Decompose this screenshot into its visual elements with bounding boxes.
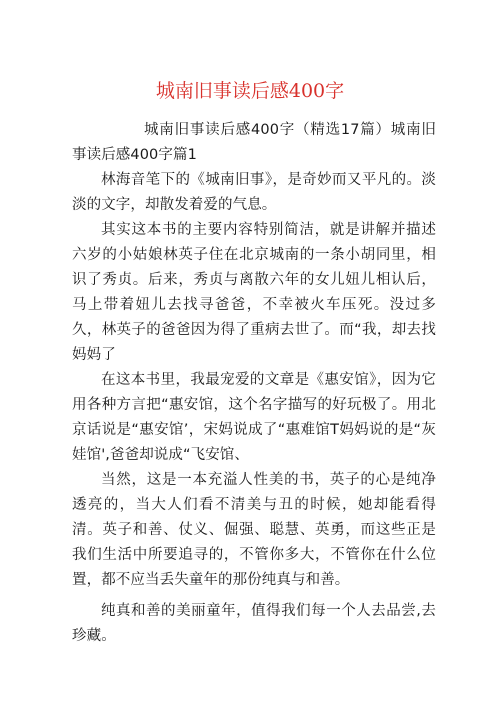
document-body: [72, 118, 436, 649]
paragraph-4: 当然，这是一本充溢人性美的书，英子的心是纯净透亮的，当大人们看不清美与丑的时候，她却能看得清。英子和善、仗义、倔强、聪慧、英勇，而这些正是我们生活中所要追寻的，不管你多大，不管你在什么位置，都不应当丢失童年的那份纯真与和善。: [72, 472, 436, 588]
paragraph-1: 林海音笔下的《城南旧事》，是奇妙而又平凡的。淡淡的文字，却散发着爱的气息。: [72, 172, 436, 213]
paragraph-5: 纯真和善的美丽童年，值得我们每一个人去品尝,去珍藏。: [72, 603, 436, 644]
paragraph-2: 其实这本书的主要内容特别简洁，就是讲解并描述六岁的小姑娘林英子住在北京城南的一条小胡同里，相识了秀贞。后来，秀贞与离散六年的女儿妞儿相认后，马上带着妞儿去找寻爸爸，不幸被火车压死。没过多久，林英子的爸爸因为得了重病去世了。而“我，却去找妈妈了: [72, 222, 436, 363]
document-title: 城南旧事读后感400字: [155, 80, 345, 102]
paragraph-3: 在这本书里，我最宠爱的文章是《惠安馆》，因为它用各种方言把“惠安馆，这个名字描写的好玩极了。用北京话说是“惠安馆’，宋妈说成了“惠难馆T妈妈说的是“灰娃馆',爸爸却说成“飞安馆、: [72, 372, 436, 463]
intro-paragraph: 城南旧事读后感400字（精选17篇）城南旧事读后感400字篇1: [72, 122, 436, 163]
